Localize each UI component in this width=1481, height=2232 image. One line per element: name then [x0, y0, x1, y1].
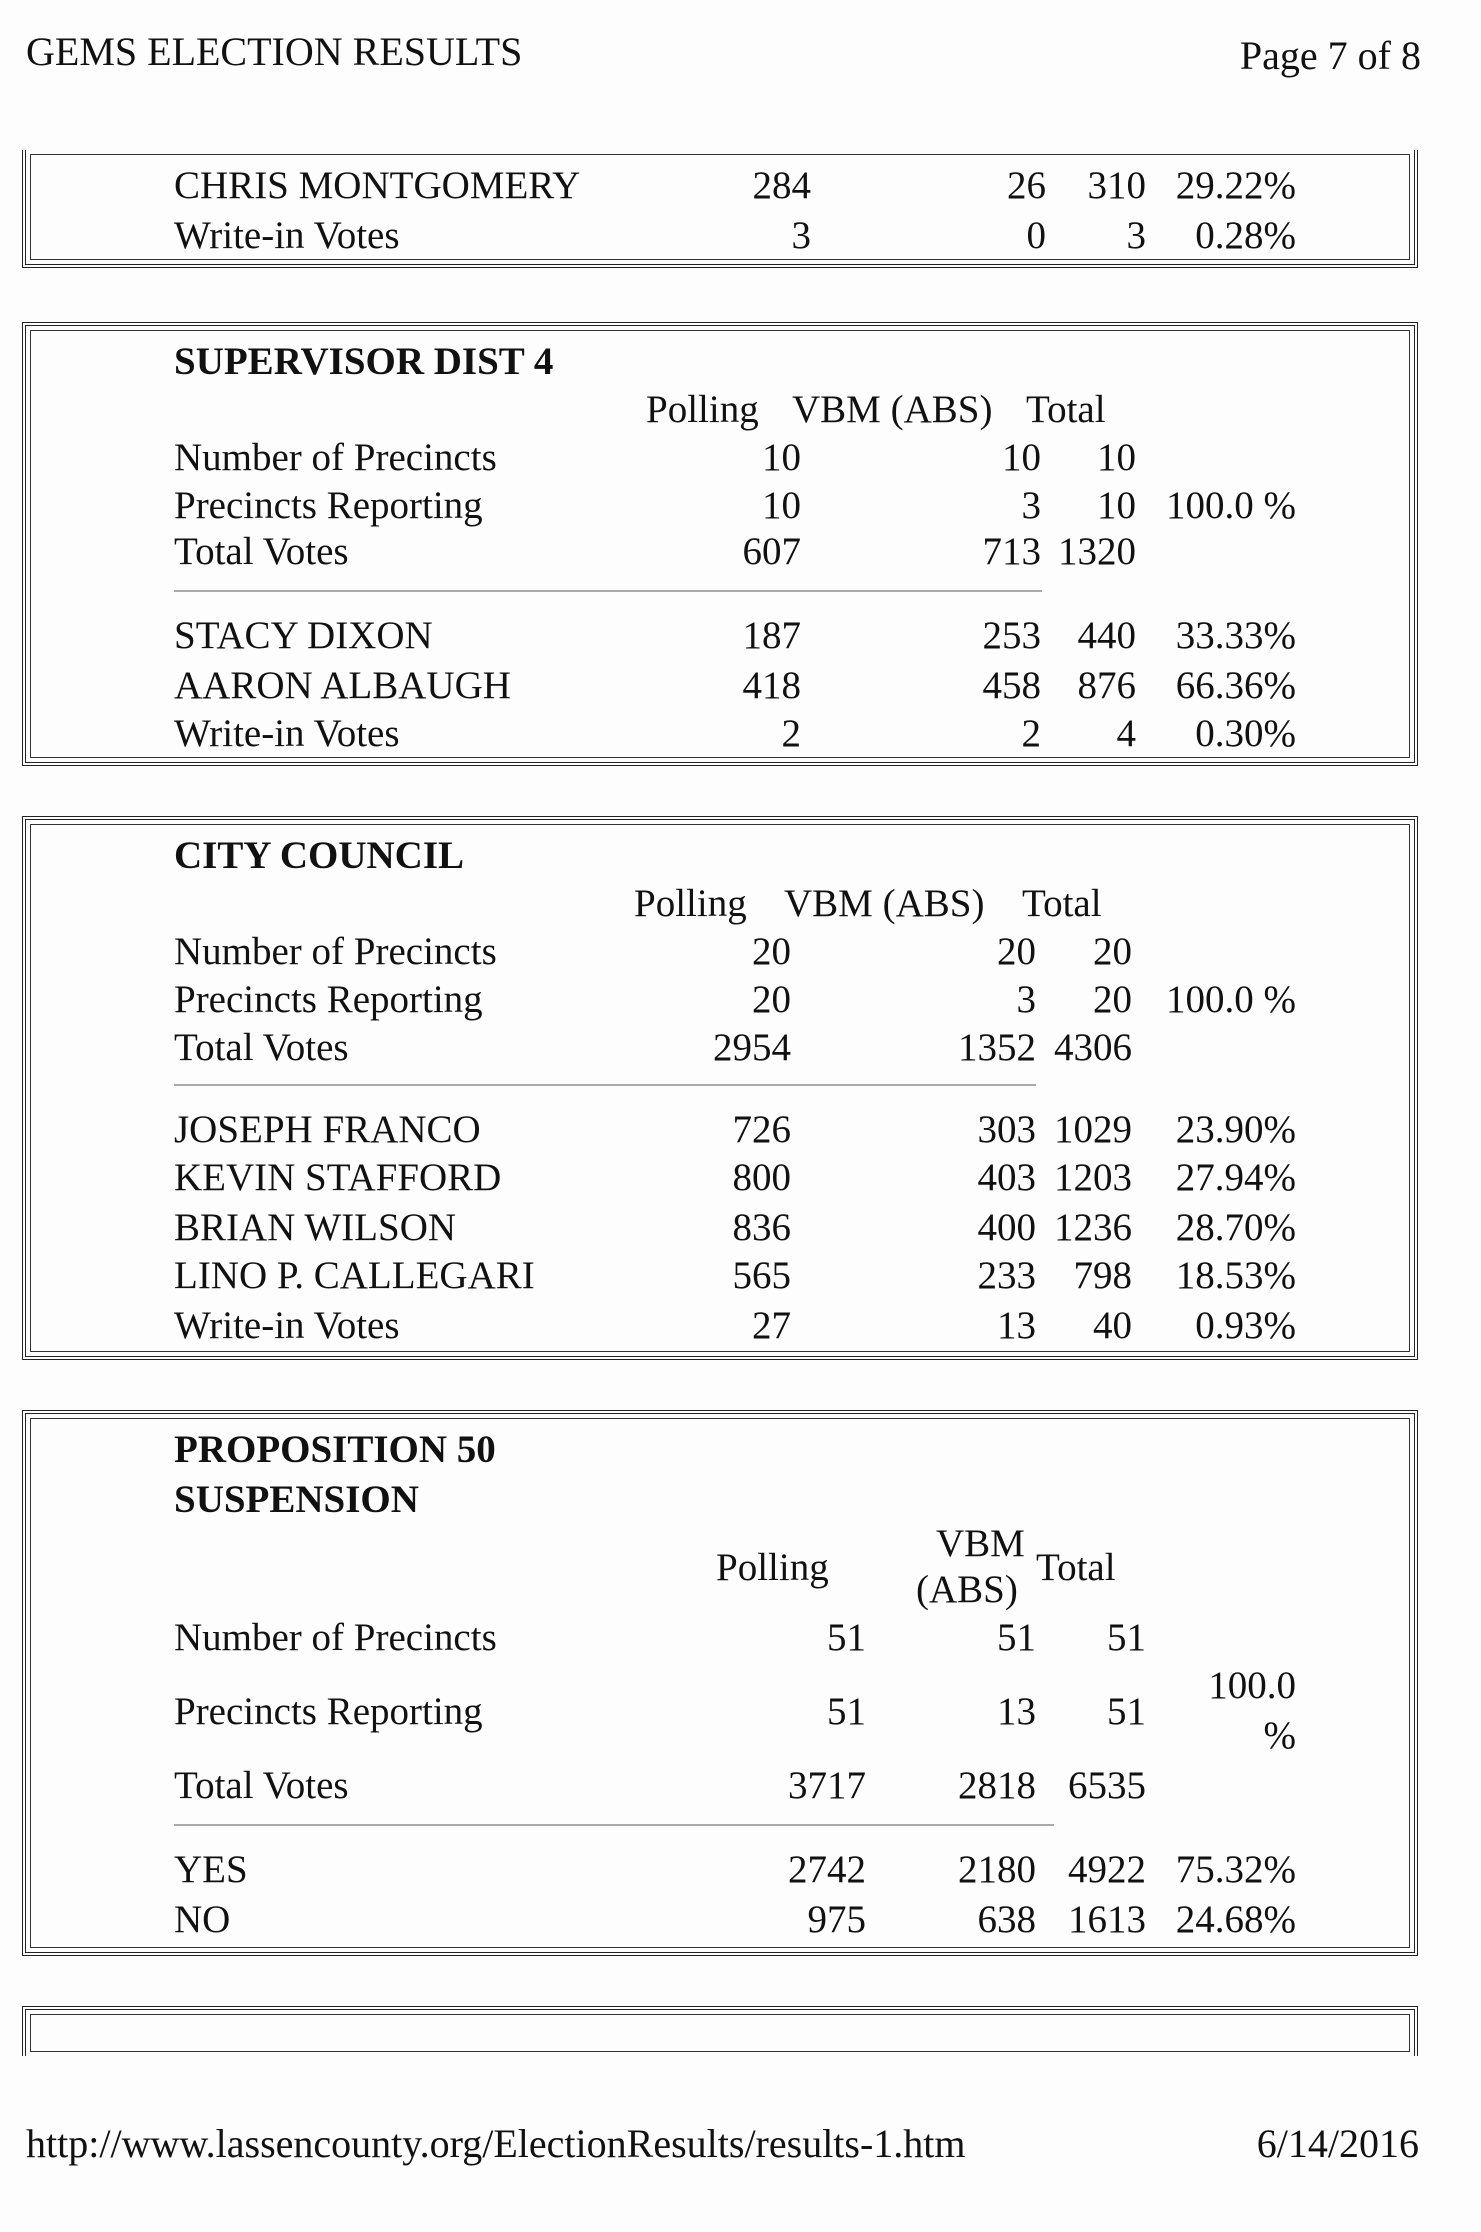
divider	[174, 1824, 1054, 1826]
total-value: 1320	[1058, 530, 1136, 573]
column-header-total: Total	[1022, 882, 1102, 925]
contest-subtitle: SUSPENSION	[174, 1478, 419, 1521]
vbm-value: 0	[1026, 214, 1046, 257]
candidate-name: Write-in Votes	[174, 214, 400, 257]
row-label-total-votes: Total Votes	[174, 530, 349, 573]
vbm-value: 233	[977, 1254, 1036, 1297]
option-name: YES	[174, 1848, 248, 1891]
divider	[174, 590, 1042, 592]
polling-value: 2742	[788, 1848, 866, 1891]
polling-value: 565	[732, 1254, 791, 1297]
candidate-name: AARON ALBAUGH	[174, 664, 511, 707]
supervisor-dist-4-box	[22, 322, 1418, 766]
polling-value: 607	[742, 530, 801, 573]
polling-value: 726	[732, 1108, 791, 1151]
continued-results-box	[22, 150, 1418, 268]
polling-value: 51	[827, 1616, 866, 1659]
percent-value: 27.94%	[1175, 1156, 1296, 1199]
row-label-number-of-precincts: Number of Precincts	[174, 930, 497, 973]
row-label-number-of-precincts: Number of Precincts	[174, 1616, 497, 1659]
percent-value: 100.0 %	[1166, 484, 1296, 527]
percent-value-line1: 100.0	[1208, 1664, 1296, 1707]
vbm-value: 1352	[958, 1026, 1036, 1069]
next-contest-box-cutoff	[22, 2006, 1418, 2056]
column-header-total: Total	[1026, 388, 1106, 431]
polling-value: 20	[752, 930, 791, 973]
row-label-precincts-reporting: Precincts Reporting	[174, 978, 483, 1021]
vbm-value: 3	[1021, 484, 1041, 527]
candidate-name: STACY DIXON	[174, 614, 433, 657]
vbm-value: 2	[1021, 712, 1041, 755]
polling-value: 51	[827, 1690, 866, 1733]
percent-value: 29.22%	[1175, 164, 1296, 207]
column-header-vbm: VBM (ABS)	[784, 882, 985, 925]
candidate-name: LINO P. CALLEGARI	[174, 1254, 535, 1297]
total-value: 4306	[1054, 1026, 1132, 1069]
percent-value: 66.36%	[1175, 664, 1296, 707]
column-header-vbm: VBM (ABS)	[792, 388, 993, 431]
percent-value: 75.32%	[1175, 1848, 1296, 1891]
total-value: 20	[1093, 930, 1132, 973]
total-value: 20	[1093, 978, 1132, 1021]
vbm-value: 458	[982, 664, 1041, 707]
percent-value-line2: %	[1263, 1714, 1296, 1757]
percent-value: 0.28%	[1195, 214, 1296, 257]
total-value: 1613	[1068, 1898, 1146, 1941]
city-council-box	[22, 816, 1418, 1360]
page-number: Page 7 of 8	[1239, 33, 1421, 78]
vbm-value: 3	[1016, 978, 1036, 1021]
column-header-vbm-line2: (ABS)	[916, 1568, 1018, 1611]
total-value: 4922	[1068, 1848, 1146, 1891]
vbm-value: 13	[997, 1690, 1036, 1733]
percent-value: 100.0 %	[1166, 978, 1296, 1021]
total-value: 4	[1116, 712, 1136, 755]
vbm-value: 2818	[958, 1764, 1036, 1807]
total-value: 798	[1073, 1254, 1132, 1297]
vbm-value: 638	[977, 1898, 1036, 1941]
polling-value: 27	[752, 1304, 791, 1347]
column-header-polling: Polling	[716, 1546, 829, 1589]
option-name: NO	[174, 1898, 231, 1941]
contest-title: PROPOSITION 50	[174, 1428, 496, 1471]
polling-value: 2	[781, 712, 801, 755]
total-value: 6535	[1068, 1764, 1146, 1807]
polling-value: 187	[742, 614, 801, 657]
total-value: 3	[1126, 214, 1146, 257]
polling-value: 284	[752, 164, 811, 207]
total-value: 1236	[1054, 1206, 1132, 1249]
proposition-50-box	[22, 1410, 1418, 1956]
polling-value: 3	[791, 214, 811, 257]
row-label-total-votes: Total Votes	[174, 1764, 349, 1807]
column-header-polling: Polling	[634, 882, 747, 925]
divider	[174, 1084, 1036, 1086]
vbm-value: 26	[1007, 164, 1046, 207]
vbm-value: 13	[997, 1304, 1036, 1347]
vbm-value: 51	[997, 1616, 1036, 1659]
candidate-name: CHRIS MONTGOMERY	[174, 164, 581, 207]
total-value: 440	[1077, 614, 1136, 657]
column-header-total: Total	[1036, 1546, 1116, 1589]
percent-value: 18.53%	[1175, 1254, 1296, 1297]
candidate-name: KEVIN STAFFORD	[174, 1156, 502, 1199]
polling-value: 800	[732, 1156, 791, 1199]
percent-value: 28.70%	[1175, 1206, 1296, 1249]
report-title: GEMS ELECTION RESULTS	[26, 29, 523, 74]
vbm-value: 2180	[958, 1848, 1036, 1891]
total-value: 876	[1077, 664, 1136, 707]
row-label-number-of-precincts: Number of Precincts	[174, 436, 497, 479]
row-label-precincts-reporting: Precincts Reporting	[174, 1690, 483, 1733]
polling-value: 3717	[788, 1764, 866, 1807]
print-date: 6/14/2016	[1256, 2121, 1419, 2166]
percent-value: 0.93%	[1195, 1304, 1296, 1347]
vbm-value: 10	[1002, 436, 1041, 479]
polling-value: 418	[742, 664, 801, 707]
percent-value: 0.30%	[1195, 712, 1296, 755]
polling-value: 20	[752, 978, 791, 1021]
vbm-value: 253	[982, 614, 1041, 657]
total-value: 51	[1107, 1616, 1146, 1659]
candidate-name: Write-in Votes	[174, 712, 400, 755]
vbm-value: 403	[977, 1156, 1036, 1199]
polling-value: 2954	[713, 1026, 791, 1069]
row-label-precincts-reporting: Precincts Reporting	[174, 484, 483, 527]
column-header-polling: Polling	[646, 388, 759, 431]
candidate-name: Write-in Votes	[174, 1304, 400, 1347]
candidate-name: BRIAN WILSON	[174, 1206, 457, 1249]
contest-title: CITY COUNCIL	[174, 834, 465, 877]
total-value: 10	[1097, 484, 1136, 527]
source-url: http://www.lassencounty.org/ElectionResults/results-1.htm	[26, 2121, 966, 2166]
percent-value: 23.90%	[1175, 1108, 1296, 1151]
percent-value: 33.33%	[1175, 614, 1296, 657]
vbm-value: 303	[977, 1108, 1036, 1151]
polling-value: 10	[762, 436, 801, 479]
candidate-name: JOSEPH FRANCO	[174, 1108, 481, 1151]
column-header-vbm-line1: VBM	[936, 1522, 1025, 1565]
vbm-value: 713	[982, 530, 1041, 573]
total-value: 310	[1087, 164, 1146, 207]
polling-value: 10	[762, 484, 801, 527]
vbm-value: 400	[977, 1206, 1036, 1249]
percent-value: 24.68%	[1175, 1898, 1296, 1941]
polling-value: 836	[732, 1206, 791, 1249]
polling-value: 975	[807, 1898, 866, 1941]
total-value: 40	[1093, 1304, 1132, 1347]
total-value: 1203	[1054, 1156, 1132, 1199]
vbm-value: 20	[997, 930, 1036, 973]
total-value: 1029	[1054, 1108, 1132, 1151]
row-label-total-votes: Total Votes	[174, 1026, 349, 1069]
contest-title: SUPERVISOR DIST 4	[174, 340, 554, 383]
total-value: 10	[1097, 436, 1136, 479]
total-value: 51	[1107, 1690, 1146, 1733]
